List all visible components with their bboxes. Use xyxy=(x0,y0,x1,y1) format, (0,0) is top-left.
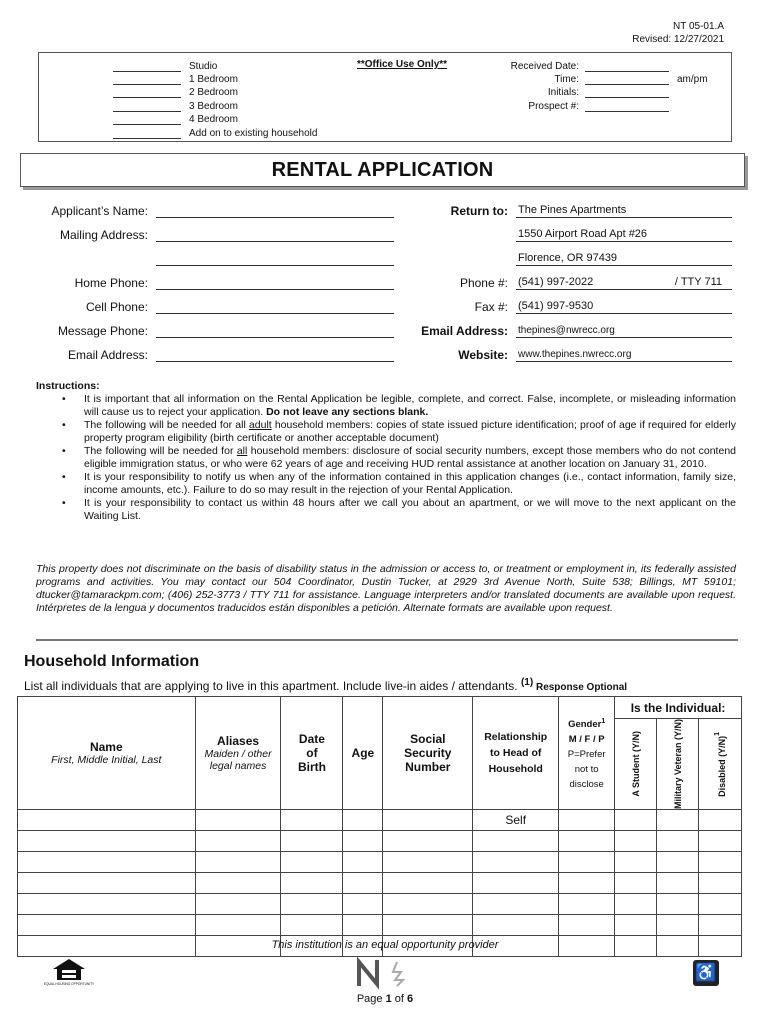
svg-text:EQUAL HOUSING OPPORTUNITY: EQUAL HOUSING OPPORTUNITY xyxy=(43,982,95,986)
unit-blank[interactable] xyxy=(113,88,181,98)
return-address-2: Florence, OR 97439 xyxy=(516,250,732,266)
return-phone xyxy=(516,274,732,290)
unit-option-3br: 3 Bedroom xyxy=(113,99,238,112)
instruction-item: • It is your responsibility to contact us within 48 hours after we call you about an apartment, or we will move to the next applicant on the Waiting List. xyxy=(62,497,736,523)
return-fax: (541) 997-9530 xyxy=(516,298,732,314)
unit-option-2br: 2 Bedroom xyxy=(113,85,238,98)
instruction-item: • It is your responsibility to notify us when any of the information contained in this application changes (i.e., contact information, family size, income amounts, etc.). Failure to do so may result in the rejection of your Rental Application. xyxy=(62,471,736,497)
return-phone-row: Phone #: (541) 997-2022 / TTY 711 xyxy=(400,270,732,290)
unit-blank[interactable] xyxy=(113,102,181,112)
unit-blank[interactable] xyxy=(113,75,181,85)
col-disabled: Disabled $(Y/N)^1$ xyxy=(699,719,742,810)
home-phone-field[interactable] xyxy=(156,274,394,290)
return-website: www.thepines.nwrecc.org xyxy=(516,346,732,362)
instructions xyxy=(36,380,736,523)
mailing-address-field[interactable] xyxy=(156,226,394,242)
col-student: A Student (Y/N) xyxy=(615,719,657,810)
household-title: Household Information xyxy=(24,653,200,670)
prospect-row: Prospect #: xyxy=(469,99,669,112)
form-number: NT 05-01.A xyxy=(673,21,724,32)
col-relationship: Relationship to Head of Household xyxy=(473,697,559,810)
return-tty: / TTY 711 xyxy=(674,276,722,288)
equal-opportunity-statement: This institution is an equal opportunity provider xyxy=(271,939,499,951)
company-logo-icon xyxy=(357,958,409,988)
instruction-item: • The following will be needed for all household members: disclosure of social security numbers, except those members who do not contend eligible immigration status, or who were 62 years of age and receiving HUD rental assistance at another location on January 31, 2010. xyxy=(62,445,736,471)
col-aliases: Aliases Maiden / other legal names xyxy=(195,697,281,810)
unit-option-studio: Studio xyxy=(113,59,217,72)
equal-housing-opportunity-icon xyxy=(43,958,95,990)
revised-date: Revised: 12/27/2021 xyxy=(632,34,724,45)
household-table xyxy=(17,696,742,957)
message-phone-field[interactable] xyxy=(156,322,394,338)
page-title: RENTAL APPLICATION xyxy=(271,158,494,181)
instruction-item: • It is important that all information on the Rental Application be legible, complete, and correct. False, incomplete, or misleading information will cause us to reject your application. Do not leave any sections blank. xyxy=(62,393,736,419)
unit-option-1br: 1 Bedroom xyxy=(113,72,238,85)
unit-option-addon: Add on to existing household xyxy=(113,126,317,139)
form-reference xyxy=(632,20,724,46)
mailing-address-row-2 xyxy=(20,246,394,266)
nondiscrimination-statement: This property does not discriminate on the basis of disability status in the admission or access to, or treatment or employment in, its federally assisted programs and activities. You may contact our 504 Coordinator, Dustin Tucker, at 2929 3rd Avenue North, Suite 538; Billings, MT 59101; dtucker@tamarackpm.com; (406) 252-3773 / TTY 711 for assistance. Language interpreters and/or translated documents are available upon request. Intérpretes de la lengua y documentos traducidos están disponibles a petición. Alternate formats are available upon request. xyxy=(36,563,736,614)
col-veteran: Military Veteran (Y/N) xyxy=(657,719,699,810)
initials-row: Initials: xyxy=(469,85,669,98)
unit-blank[interactable] xyxy=(113,62,181,72)
section-divider xyxy=(36,639,738,641)
col-is-individual: Is the Individual: xyxy=(615,697,742,719)
table-row xyxy=(18,915,742,936)
return-to-name: The Pines Apartments xyxy=(516,202,732,218)
page-number: Page 1 of 6 xyxy=(356,993,414,1005)
applicant-email-field[interactable] xyxy=(156,346,394,362)
relationship-self: Self xyxy=(473,810,559,831)
unit-blank[interactable] xyxy=(113,115,181,125)
col-gender: Gender$^1$ M / F / P P=Prefer not to disclose xyxy=(559,697,615,810)
instructions-title: Instructions: xyxy=(36,380,100,392)
applicant-name-row: Applicant’s Name: xyxy=(20,198,394,218)
return-fax-row: Fax #: (541) 997-9530 xyxy=(400,294,732,314)
title-box xyxy=(20,153,745,187)
return-address-1: 1550 Airport Road Apt #26 xyxy=(516,226,732,242)
applicant-email-row: Email Address: xyxy=(20,342,394,362)
prospect-field[interactable] xyxy=(585,102,669,112)
household-subtitle: List all individuals that are applying to live in this apartment. Include live-in aides / attendants. $^{(1)}$ Response Optional xyxy=(24,677,628,693)
accessibility-icon: ♿ xyxy=(693,960,719,986)
table-row xyxy=(18,810,742,831)
col-ssn: Social Security Number xyxy=(383,697,473,810)
ampm-label: am/pm xyxy=(677,74,708,85)
return-website-row: Website: www.thepines.nwrecc.org xyxy=(400,342,732,362)
table-row xyxy=(18,894,742,915)
table-row xyxy=(18,831,742,852)
office-use-box xyxy=(38,52,732,142)
col-dob: Date of Birth xyxy=(281,697,343,810)
initials-field[interactable] xyxy=(585,88,669,98)
return-address-row-2 xyxy=(400,246,732,266)
return-address-row-1 xyxy=(400,222,732,242)
home-phone-row: Home Phone: xyxy=(20,270,394,290)
instruction-item: • The following will be needed for all adult household members: copies of state issued picture identification; proof of age if required for elderly property program eligibility (birth certificate or another acceptable document) xyxy=(62,419,736,445)
received-date-row: Received Date: xyxy=(469,59,669,72)
applicant-name-field[interactable] xyxy=(156,202,394,218)
table-row xyxy=(18,852,742,873)
col-age: Age xyxy=(343,697,383,810)
time-field[interactable] xyxy=(585,75,669,85)
unit-blank[interactable] xyxy=(113,129,181,139)
mailing-address-field-2[interactable] xyxy=(156,250,394,266)
return-phone-number: (541) 997-2022 xyxy=(518,276,594,288)
office-use-only-label: **Office Use Only** xyxy=(357,59,448,70)
col-name: Name First, Middle Initial, Last xyxy=(18,697,196,810)
table-row xyxy=(18,873,742,894)
cell-phone-row: Cell Phone: xyxy=(20,294,394,314)
cell-phone-field[interactable] xyxy=(156,298,394,314)
return-email: thepines@nwrecc.org xyxy=(516,322,732,338)
time-row: Time: am/pm xyxy=(554,74,708,85)
message-phone-row: Message Phone: xyxy=(20,318,394,338)
unit-option-4br: 4 Bedroom xyxy=(113,112,238,125)
received-date-field[interactable] xyxy=(585,62,669,72)
instructions-list xyxy=(62,393,736,523)
return-email-row: Email Address: thepines@nwrecc.org xyxy=(400,318,732,338)
mailing-address-row: Mailing Address: xyxy=(20,222,394,242)
return-to-row: Return to: The Pines Apartments xyxy=(400,198,732,218)
